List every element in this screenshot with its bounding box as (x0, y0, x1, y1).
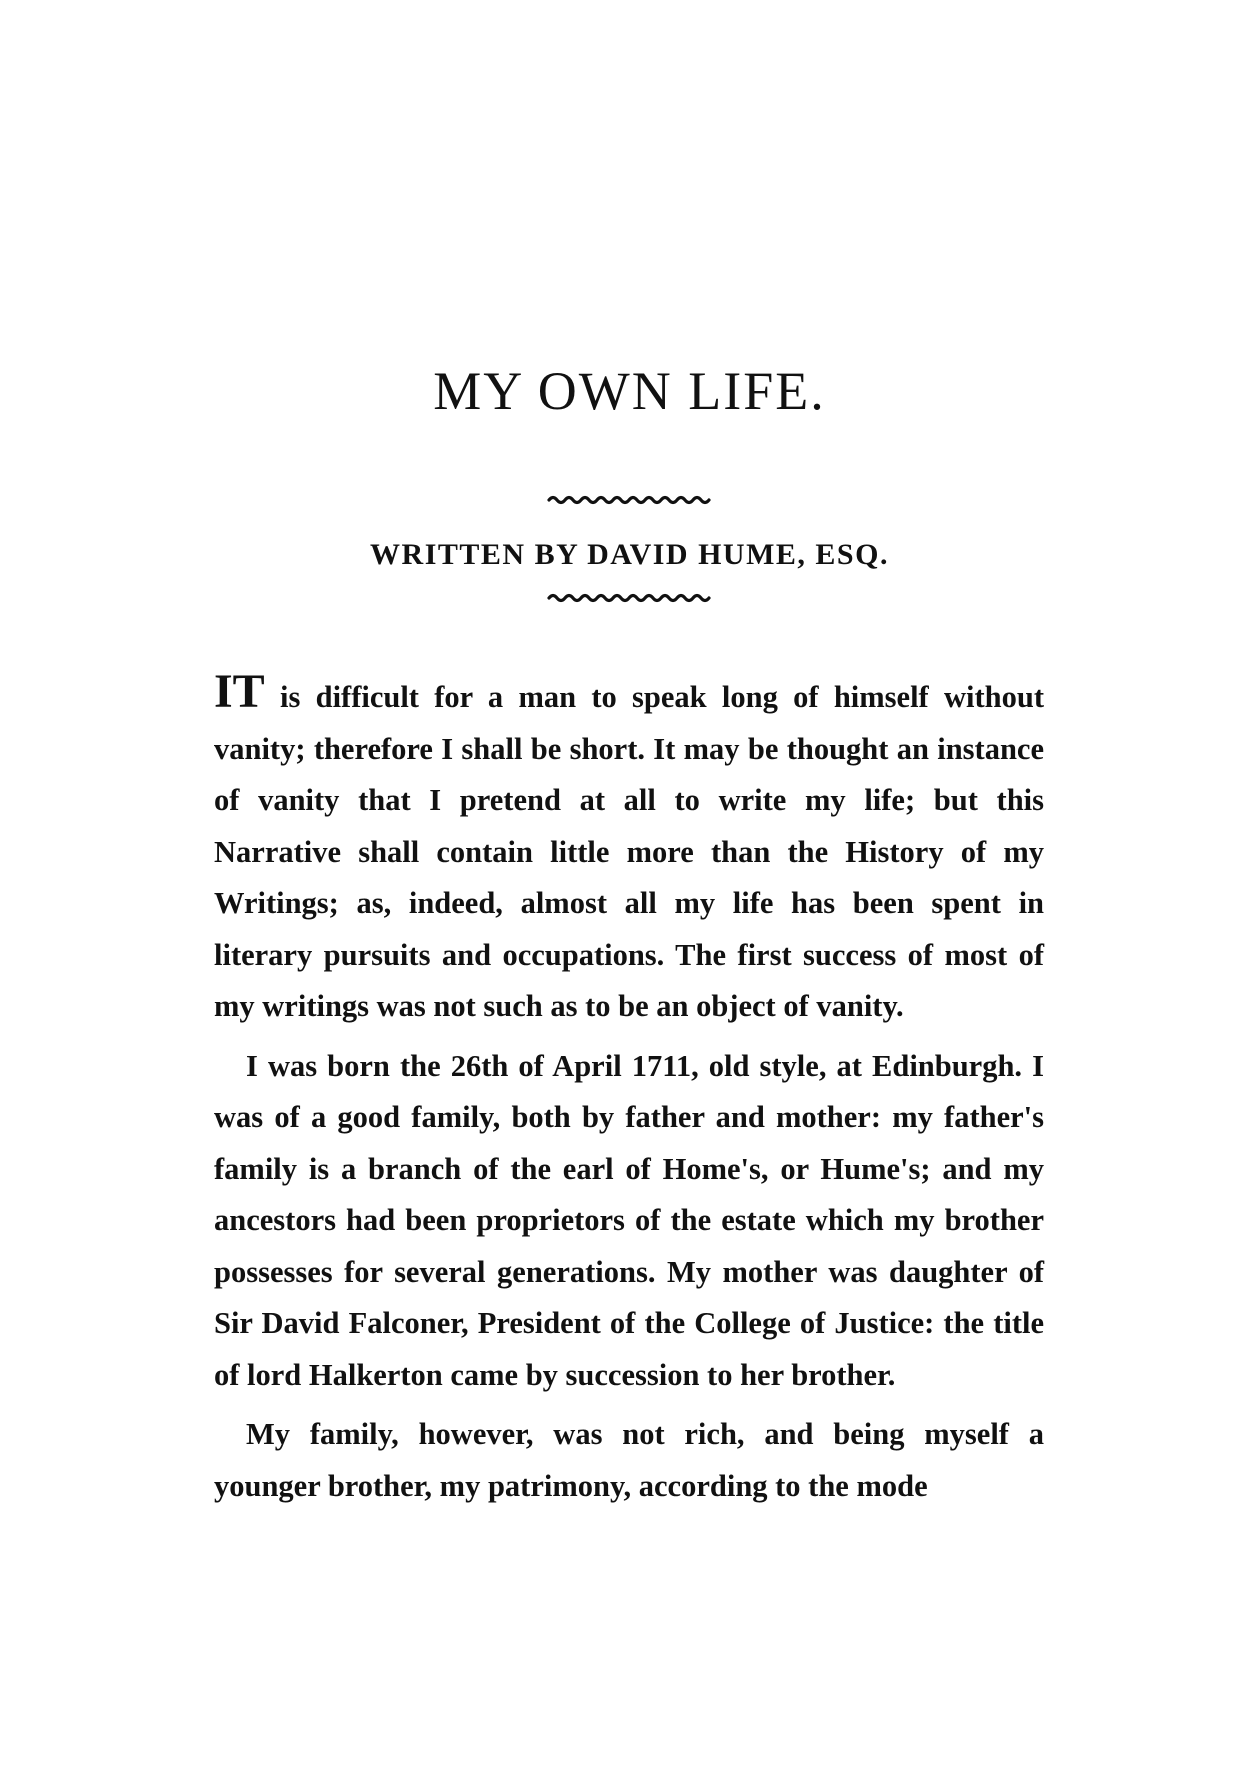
paragraph (214, 665, 1044, 1033)
paragraph: I was born the 26th of April 1711, old style, at Edinburgh. I was of a good family, both by father and mother: my father's family is a branch of the earl of Home's, or Hume's; and my ancestors had been proprietors of the estate which my brother possesses for several generations. My mother was daughter of Sir David Falconer, President of the College of Justice: the title of lord Halkerton came by succession to her brother. (214, 1048, 1044, 1392)
drop-cap: IT (214, 665, 265, 718)
page-title: MY OWN LIFE. (433, 361, 826, 421)
paragraph: My family, however, was not rich, and being myself a younger brother, my patrimony, according to the mode (214, 1417, 1044, 1503)
author-byline: WRITTEN BY DAVID HUME, ESQ. (370, 538, 889, 571)
wavy-rule-top (547, 494, 711, 506)
wavy-rule-bottom (547, 592, 711, 604)
body-text (214, 665, 1044, 1520)
paragraph-text: is difficult for a man to speak long of himself without vanity; therefore I shall be short. It may be thought an instance of vanity that I pretend at all to write my life; but this Narrative shall contain little more than the History of my Writings; as, indeed, almost all my life has been spent in literary pursuits and occupations. The first success of most of my writings was not such as to be an object of vanity. (214, 680, 1044, 1023)
